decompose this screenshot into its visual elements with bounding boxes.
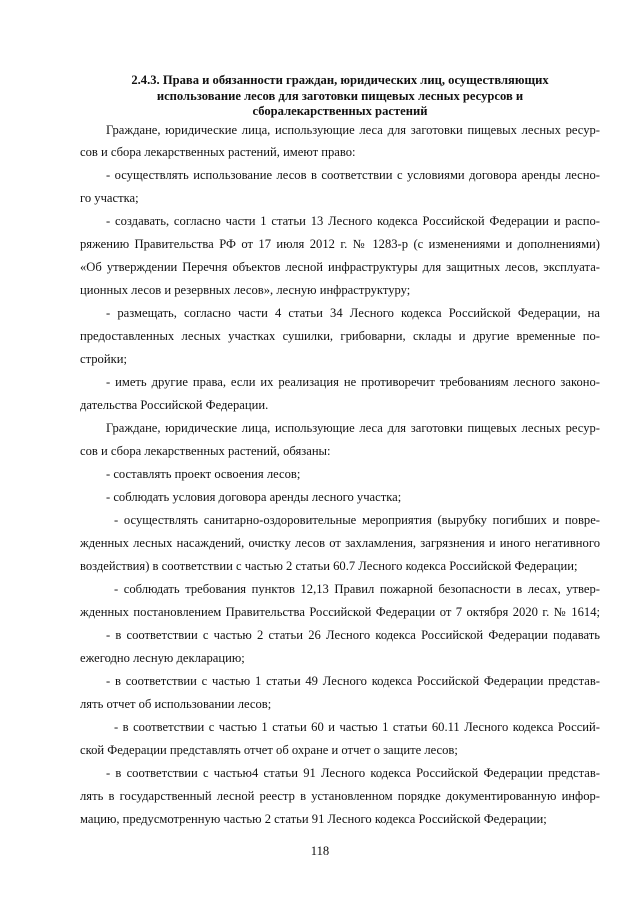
paragraph-line: сов и сбора лекарственных растений, имеют право: [80,145,356,159]
paragraph-line: - соблюдать условия договора аренды лесного участка; [106,490,402,504]
heading-line: сборалекарственных растений [252,104,428,118]
heading-line: 2.4.3. Права и обязанности граждан, юридических лиц, осуществляющих [131,73,549,87]
paragraph-line: - в соответствии с частью 2 статьи 26 Лесного кодекса Российской Федерации подавать [106,628,600,642]
section-heading [80,73,600,120]
page-number: 118 [310,844,330,858]
paragraph-line: ционных лесов и резервных лесов», лесную инфраструктуру; [80,283,411,297]
paragraph-line: - осуществлять санитарно-оздоровительные мероприятия (вырубку погибших и повре- [114,513,600,527]
paragraph-line: - размещать, согласно части 4 статьи 34 Лесного кодекса Российской Федерации, на [106,306,600,320]
paragraph-line: сов и сбора лекарственных растений, обязаны: [80,444,331,458]
paragraph-line: - составлять проект освоения лесов; [106,467,301,481]
paragraph-line: стройки; [80,352,127,366]
paragraph-line: ряжению Правительства РФ от 17 июля 2012 г. № 1283-р (с изменениями и дополнениями) [80,237,600,251]
paragraph-line: жденных лесных насаждений, очистку лесов от захламления, загрязнения и иного негативного [80,536,600,550]
paragraph-line: мацию, предусмотренную частью 2 статьи 91 Лесного кодекса Российской Федерации; [80,812,547,826]
paragraph-line: дательства Российской Федерации. [80,398,269,412]
paragraph-line: - осуществлять использование лесов в соответствии с условиями договора аренды лесно- [106,168,600,182]
paragraph-line: воздействия) в соответствии с частью 2 статьи 60.7 Лесного кодекса Российской Федерации; [80,559,578,573]
paragraph-line: - соблюдать требования пунктов 12,13 Правил пожарной безопасности в лесах, утвер- [114,582,600,596]
paragraph-line: - создавать, согласно части 1 статьи 13 Лесного кодекса Российской Федерации и распо- [106,214,600,228]
paragraph-line: ской Федерации представлять отчет об охране и отчет о защите лесов; [80,743,458,757]
paragraph-line: го участка; [80,191,139,205]
paragraph-line: «Об утверждении Перечня объектов лесной инфраструктуры для защитных лесов, эксплуата- [80,260,600,274]
paragraph-line: Граждане, юридические лица, использующие леса для заготовки пищевых лесных ресур- [106,123,600,137]
paragraph-line: ежегодно лесную декларацию; [80,651,245,665]
paragraph-line: Граждане, юридические лица, использующие леса для заготовки пищевых лесных ресур- [106,421,600,435]
paragraph-line: - в соответствии с частью4 статьи 91 Лесного кодекса Российской Федерации представ- [106,766,600,780]
paragraph-line: - иметь другие права, если их реализация не противоречит требованиям лесного законо- [106,375,600,389]
paragraph-line: лять в государственный лесной реестр в установленном порядке документированную инфор- [80,789,600,803]
paragraph-line: - в соответствии с частью 1 статьи 60 и частью 1 статьи 60.11 Лесного кодекса Россий- [114,720,600,734]
heading-line: использование лесов для заготовки пищевых лесных ресурсов и [156,88,524,103]
paragraph-line: предоставленных лесных участках сушилки, грибоварни, склады и другие временные по- [80,329,600,343]
paragraph-line: лять отчет об использовании лесов; [80,697,272,711]
paragraph-line: жденных постановлением Правительства Российской Федерации от 7 октября 2020 г. № 1614; [80,605,600,619]
paragraph-line: - в соответствии с частью 1 статьи 49 Лесного кодекса Российской Федерации представ- [106,674,600,688]
